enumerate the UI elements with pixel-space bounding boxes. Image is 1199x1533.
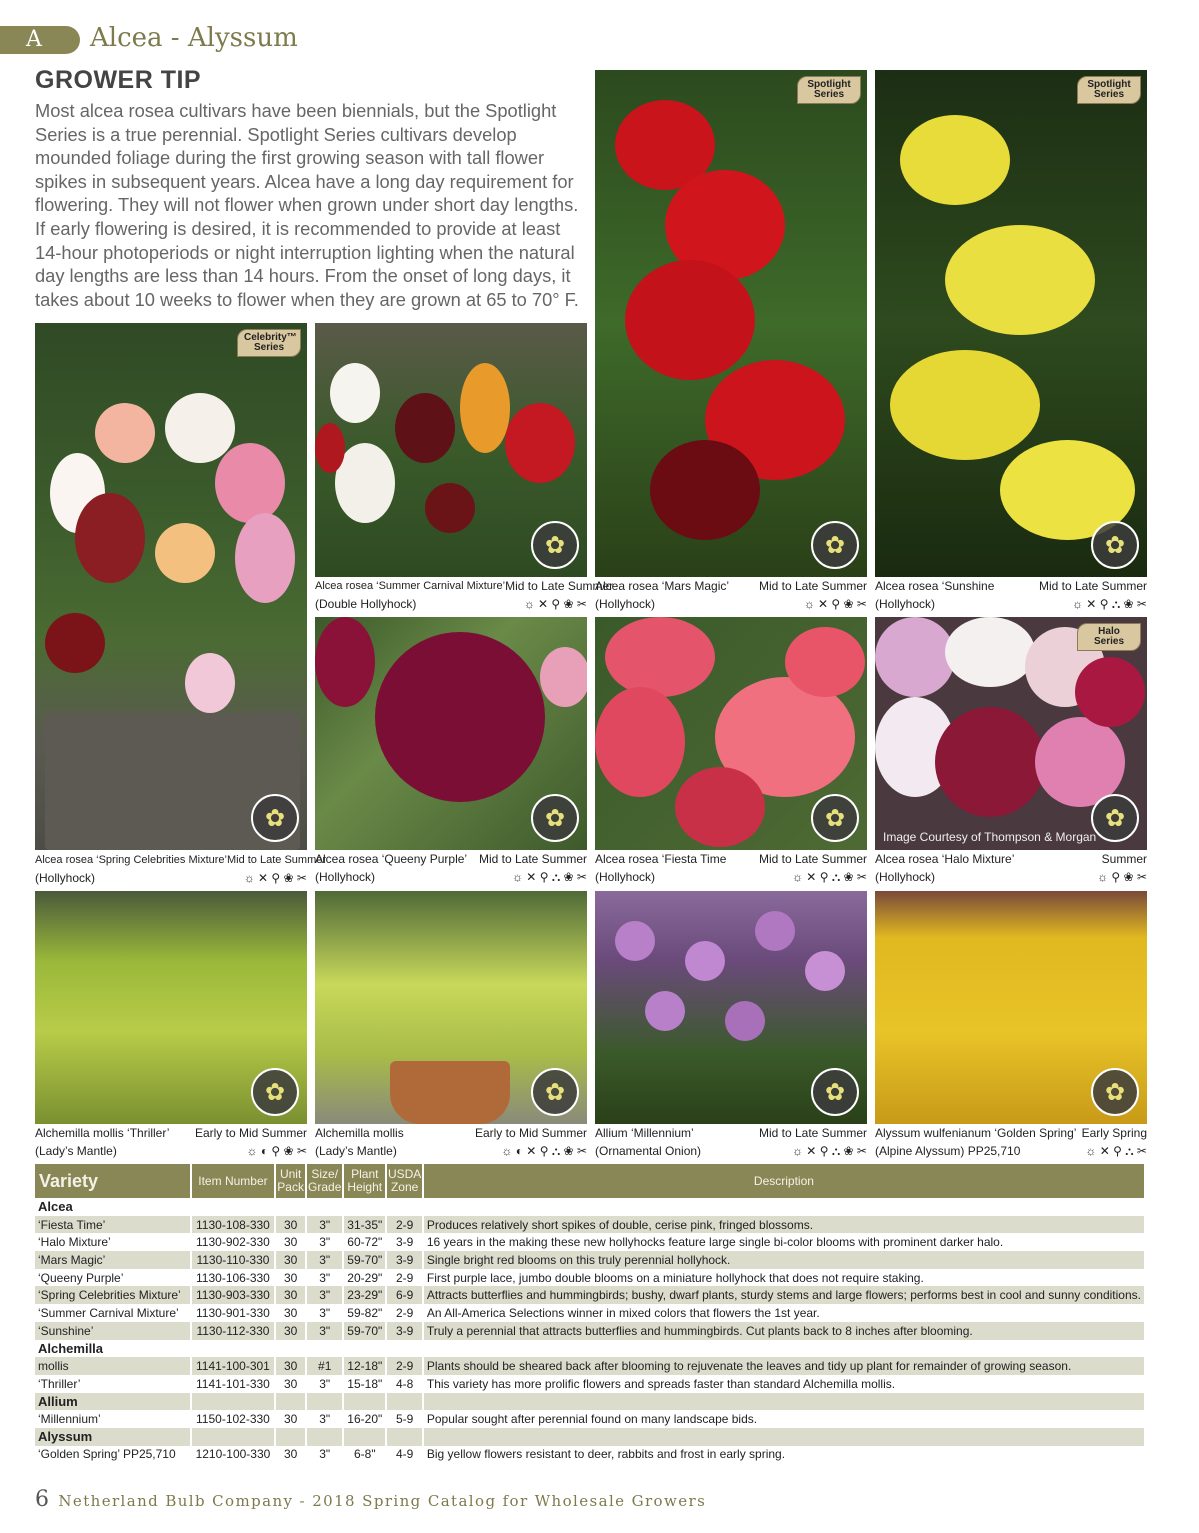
unit-pack-cell: 30 (275, 1216, 306, 1234)
bloom-time: Early Spring (1081, 1126, 1147, 1140)
table-group-row (35, 1428, 1145, 1446)
variety-cell: ‘Spring Celebrities Mixture’ (35, 1286, 191, 1304)
plant-common-name: (Lady’s Mantle) (315, 1144, 397, 1158)
plant-photo (595, 70, 867, 577)
pollinator-bee-icon: ✿ (251, 794, 299, 842)
culture-icons: ☼ ✕ ⚲ ⛬ ❀ ✂ (791, 870, 867, 884)
plant-height-cell: 59-82" (343, 1304, 386, 1322)
empty-cell (275, 1198, 306, 1216)
culture-icons: ☼ ✕ ⚲ ❀ ✂ (803, 597, 867, 611)
variety-cell: ‘Halo Mixture’ (35, 1233, 191, 1251)
item-number-cell: 1130-903-330 (191, 1286, 275, 1304)
table-row (35, 1233, 1145, 1251)
bloom-time: Mid to Late Summer (758, 579, 867, 593)
size-grade-cell: 3" (306, 1269, 343, 1287)
empty-cell (343, 1393, 386, 1411)
usda-zone-cell: 5-9 (386, 1410, 422, 1428)
plant-photo (315, 323, 587, 577)
pollinator-bee-icon: ✿ (811, 521, 859, 569)
plant-common-name: (Hollyhock) (315, 870, 376, 884)
table-row (35, 1304, 1145, 1322)
bloom-time: Mid to Late Summer (505, 579, 614, 593)
plant-name: Alchemilla mollis ‘Thriller’ (35, 1126, 170, 1140)
usda-zone-cell: 3-9 (386, 1233, 422, 1251)
description-cell: 16 years in the making these new hollyhocks feature large single bi-color blooms with prominent darker halo. (423, 1233, 1145, 1251)
size-grade-cell: 3" (306, 1286, 343, 1304)
plant-height-cell: 31-35" (343, 1216, 386, 1234)
table-row (35, 1375, 1145, 1393)
plant-height-cell: 16-20" (343, 1410, 386, 1428)
plant-photo (875, 617, 1147, 850)
description-cell: Single bright red blooms on this truly perennial hollyhock. (423, 1251, 1145, 1269)
description-cell: Attracts butterflies and hummingbirds; bushy, dwarf plants, sturdy stems and large flowers; performs best in cool and sunny conditions. (423, 1286, 1145, 1304)
variety-cell: ‘Summer Carnival Mixture’ (35, 1304, 191, 1322)
plant-name: Alcea rosea ‘Halo Mixture’ (875, 852, 1015, 866)
section-title: Alcea - Alyssum (90, 23, 298, 53)
culture-icons: ☼ ✕ ⚲ ⛬ ❀ ✂ (511, 870, 587, 884)
series-badge: Spotlight Series (797, 76, 861, 104)
table-row (35, 1269, 1145, 1287)
grower-tip (35, 66, 591, 311)
empty-cell (275, 1393, 306, 1411)
table-group-row (35, 1340, 1145, 1358)
bloom-time: Summer (1101, 852, 1147, 866)
variety-cell: mollis (35, 1357, 191, 1375)
plant-common-name: (Hollyhock) (35, 871, 96, 885)
group-name: Alcea (35, 1198, 191, 1216)
pollinator-bee-icon: ✿ (1091, 1068, 1139, 1116)
plant-name: Alcea rosea ‘Sunshine (875, 579, 995, 593)
size-grade-cell: 3" (306, 1233, 343, 1251)
plant-common-name: (Hollyhock) (595, 597, 656, 611)
pollinator-bee-icon: ✿ (1091, 521, 1139, 569)
plant-common-name: (Hollyhock) (875, 597, 936, 611)
plant-photo (595, 617, 867, 850)
grower-tip-heading: GROWER TIP (35, 66, 202, 94)
item-number-cell: 1130-901-330 (191, 1304, 275, 1322)
empty-cell (306, 1340, 343, 1358)
plant-name: Alcea rosea ‘Fiesta Time (595, 852, 727, 866)
plant-height-cell: 59-70" (343, 1251, 386, 1269)
plant-height-cell: 12-18" (343, 1357, 386, 1375)
catalog-name: 2018 Spring Catalog for Wholesale Growers (312, 1492, 707, 1510)
table-row (35, 1286, 1145, 1304)
size-grade-cell: 3" (306, 1410, 343, 1428)
plant-caption (315, 1125, 587, 1161)
col-item-number: Item Number (191, 1164, 275, 1198)
empty-cell (386, 1428, 422, 1446)
empty-cell (423, 1198, 1145, 1216)
plant-caption (315, 578, 614, 614)
plant-photo (595, 891, 867, 1124)
item-number-cell: 1130-112-330 (191, 1322, 275, 1340)
item-number-cell: 1150-102-330 (191, 1410, 275, 1428)
plant-name: Alcea rosea ‘Queeny Purple’ (315, 852, 468, 866)
table-row (35, 1446, 1145, 1464)
empty-cell (423, 1340, 1145, 1358)
empty-cell (191, 1393, 275, 1411)
size-grade-cell: 3" (306, 1251, 343, 1269)
image-credit: Image Courtesy of Thompson & Morgan (883, 830, 1097, 844)
usda-zone-cell: 3-9 (386, 1251, 422, 1269)
unit-pack-cell: 30 (275, 1357, 306, 1375)
item-number-cell: 1210-100-330 (191, 1446, 275, 1464)
group-name: Alyssum (35, 1428, 191, 1446)
unit-pack-cell: 30 (275, 1269, 306, 1287)
bloom-time: Early to Mid Summer (194, 1126, 307, 1140)
plant-name: Alyssum wulfenianum ‘Golden Spring’ (875, 1126, 1077, 1140)
empty-cell (306, 1393, 343, 1411)
col-usda-zone: USDA Zone (386, 1164, 422, 1198)
plant-height-cell: 15-18" (343, 1375, 386, 1393)
table-row (35, 1216, 1145, 1234)
empty-cell (306, 1428, 343, 1446)
item-number-cell: 1130-106-330 (191, 1269, 275, 1287)
item-number-cell: 1141-100-301 (191, 1357, 275, 1375)
series-badge: Halo Series (1077, 623, 1141, 651)
plant-caption (875, 1125, 1147, 1161)
empty-cell (343, 1428, 386, 1446)
empty-cell (386, 1340, 422, 1358)
description-cell: Popular sought after perennial found on many landscape bids. (423, 1410, 1145, 1428)
culture-icons: ☼ ◐ ✕ ⚲ ⛬ ❀ ✂ (501, 1144, 587, 1158)
unit-pack-cell: 30 (275, 1322, 306, 1340)
culture-icons: ☼ ✕ ⚲ ❀ ✂ (243, 871, 307, 885)
page-number: 6 (35, 1487, 51, 1512)
section-letter-tab: A (0, 26, 80, 54)
pollinator-bee-icon: ✿ (531, 794, 579, 842)
plant-photo (35, 323, 307, 850)
unit-pack-cell: 30 (275, 1446, 306, 1464)
size-grade-cell: 3" (306, 1216, 343, 1234)
col-unit-pack: Unit Pack (275, 1164, 306, 1198)
description-cell: An All-America Selections winner in mixed colors that flowers the 1st year. (423, 1304, 1145, 1322)
variety-cell: ‘Millennium’ (35, 1410, 191, 1428)
empty-cell (191, 1340, 275, 1358)
plant-name: Alcea rosea ‘Spring Celebrities Mixture’ (35, 854, 227, 866)
item-number-cell: 1130-108-330 (191, 1216, 275, 1234)
pollinator-bee-icon: ✿ (811, 1068, 859, 1116)
description-cell: Truly a perennial that attracts butterflies and hummingbirds. Cut plants back to 8 inches after blooming. (423, 1322, 1145, 1340)
empty-cell (343, 1198, 386, 1216)
plant-name: Alchemilla mollis (315, 1126, 404, 1140)
plant-photo (315, 891, 587, 1124)
item-number-cell: 1141-101-330 (191, 1375, 275, 1393)
plant-photo (35, 891, 307, 1124)
culture-icons: ☼ ◐ ⚲ ❀ ✂ (246, 1144, 307, 1158)
table-header-row (35, 1164, 1145, 1198)
plant-common-name: (Hollyhock) (875, 870, 936, 884)
plant-common-name: (Ornamental Onion) (595, 1144, 702, 1158)
usda-zone-cell: 2-9 (386, 1269, 422, 1287)
pollinator-bee-icon: ✿ (531, 1068, 579, 1116)
size-grade-cell: 3" (306, 1375, 343, 1393)
pollinator-bee-icon: ✿ (251, 1068, 299, 1116)
plant-caption (595, 851, 867, 887)
unit-pack-cell: 30 (275, 1375, 306, 1393)
company-name: Netherland Bulb Company (58, 1492, 294, 1510)
grower-tip-text: Most alcea rosea cultivars have been biennials, but the Spotlight Series is a true perennial. Spotlight Series cultivars develop mounded foliage during the first growing season with tall flower spikes in subsequent years. Alcea have a long day requirement for flowering. They will not flower when grown under short day lengths. If early flowering is desired, it is recommended to provide at least 14-hour photoperiods or night interruption lighting when the natural day lengths are less than 14 hours. From the onset of long days, it takes about 10 weeks to flower when they are grown at 65 to 70° F. (35, 100, 579, 310)
plant-photo (875, 891, 1147, 1124)
usda-zone-cell: 4-8 (386, 1375, 422, 1393)
unit-pack-cell: 30 (275, 1251, 306, 1269)
col-description: Description (423, 1164, 1145, 1198)
empty-cell (306, 1198, 343, 1216)
group-name: Alchemilla (35, 1340, 191, 1358)
empty-cell (386, 1198, 422, 1216)
bloom-time: Mid to Late Summer (1038, 579, 1147, 593)
usda-zone-cell: 2-9 (386, 1216, 422, 1234)
empty-cell (275, 1428, 306, 1446)
unit-pack-cell: 30 (275, 1286, 306, 1304)
description-cell: This variety has more prolific flowers and spreads faster than standard Alchemilla mollis. (423, 1375, 1145, 1393)
plant-name: Alcea rosea ‘Mars Magic’ (595, 579, 730, 593)
table-row (35, 1251, 1145, 1269)
variety-table (35, 1164, 1146, 1463)
size-grade-cell: 3" (306, 1446, 343, 1464)
culture-icons: ☼ ⚲ ❀ ✂ (1097, 870, 1147, 884)
table-row (35, 1322, 1145, 1340)
bloom-time: Mid to Late Summer (758, 852, 867, 866)
variety-cell: ‘Queeny Purple’ (35, 1269, 191, 1287)
group-name: Allium (35, 1393, 191, 1411)
unit-pack-cell: 30 (275, 1233, 306, 1251)
plant-height-cell: 60-72" (343, 1233, 386, 1251)
table-row (35, 1410, 1145, 1428)
size-grade-cell: #1 (306, 1357, 343, 1375)
empty-cell (423, 1428, 1145, 1446)
series-badge: Spotlight Series (1077, 76, 1141, 104)
plant-name: Alcea rosea ‘Summer Carnival Mixture’ (315, 580, 506, 592)
pollinator-bee-icon: ✿ (811, 794, 859, 842)
empty-cell (386, 1393, 422, 1411)
pollinator-bee-icon: ✿ (1091, 794, 1139, 842)
empty-cell (275, 1340, 306, 1358)
plant-caption (595, 1125, 867, 1161)
item-number-cell: 1130-902-330 (191, 1233, 275, 1251)
pollinator-bee-icon: ✿ (531, 521, 579, 569)
item-number-cell: 1130-110-330 (191, 1251, 275, 1269)
bloom-time: Mid to Late Summer (226, 854, 327, 866)
variety-cell: ‘Sunshine’ (35, 1322, 191, 1340)
plant-photo (875, 70, 1147, 577)
usda-zone-cell: 2-9 (386, 1357, 422, 1375)
variety-cell: ‘Fiesta Time’ (35, 1216, 191, 1234)
usda-zone-cell: 6-9 (386, 1286, 422, 1304)
plant-height-cell: 59-70" (343, 1322, 386, 1340)
plant-common-name: (Alpine Alyssum) PP25,710 (875, 1144, 1021, 1158)
plant-height-cell: 20-29" (343, 1269, 386, 1287)
usda-zone-cell: 2-9 (386, 1304, 422, 1322)
empty-cell (191, 1198, 275, 1216)
col-size-grade: Size/ Grade (306, 1164, 343, 1198)
bloom-time: Mid to Late Summer (478, 852, 587, 866)
culture-icons: ☼ ✕ ⚲ ❀ ✂ (523, 597, 587, 611)
footer-separator: - (293, 1492, 313, 1510)
plant-caption (595, 578, 867, 614)
col-plant-height: Plant Height (343, 1164, 386, 1198)
unit-pack-cell: 30 (275, 1410, 306, 1428)
variety-cell: ‘Thriller’ (35, 1375, 191, 1393)
size-grade-cell: 3" (306, 1304, 343, 1322)
plant-caption (875, 851, 1147, 887)
variety-cell: ‘Golden Spring’ PP25,710 (35, 1446, 191, 1464)
usda-zone-cell: 4-9 (386, 1446, 422, 1464)
variety-cell: ‘Mars Magic’ (35, 1251, 191, 1269)
bloom-time: Mid to Late Summer (758, 1126, 867, 1140)
culture-icons: ☼ ✕ ⚲ ⛬ ❀ ✂ (791, 1144, 867, 1158)
plant-name: Allium ‘Millennium’ (595, 1126, 694, 1140)
usda-zone-cell: 3-9 (386, 1322, 422, 1340)
page-footer (35, 1487, 706, 1512)
series-badge: Celebrity™ Series (237, 329, 301, 357)
description-cell: Plants should be sheared back after blooming to rejuvenate the leaves and tidy up plant for remainder of growing season. (423, 1357, 1145, 1375)
empty-cell (191, 1428, 275, 1446)
plant-photo (315, 617, 587, 850)
empty-cell (343, 1340, 386, 1358)
description-cell: First purple lace, jumbo double blooms on a miniature hollyhock that does not require staking. (423, 1269, 1145, 1287)
col-variety: Variety (35, 1164, 191, 1198)
unit-pack-cell: 30 (275, 1304, 306, 1322)
size-grade-cell: 3" (306, 1322, 343, 1340)
plant-caption (315, 851, 587, 887)
table-group-row (35, 1198, 1145, 1216)
description-cell: Big yellow flowers resistant to deer, rabbits and frost in early spring. (423, 1446, 1145, 1464)
plant-common-name: (Double Hollyhock) (315, 597, 417, 611)
culture-icons: ☼ ✕ ⚲ ⛬ ❀ ✂ (1071, 597, 1147, 611)
empty-cell (423, 1393, 1145, 1411)
culture-icons: ☼ ✕ ⚲ ⛬ ✂ (1085, 1144, 1147, 1158)
page-header (0, 23, 600, 56)
table-body (35, 1198, 1145, 1463)
bloom-time: Early to Mid Summer (474, 1126, 587, 1140)
plant-common-name: (Lady’s Mantle) (35, 1144, 117, 1158)
plant-height-cell: 23-29" (343, 1286, 386, 1304)
description-cell: Produces relatively short spikes of double, cerise pink, fringed blossoms. (423, 1216, 1145, 1234)
plant-caption (35, 1125, 307, 1161)
plant-caption (875, 578, 1147, 614)
table-group-row (35, 1393, 1145, 1411)
plant-caption (35, 852, 327, 888)
plant-height-cell: 6-8" (343, 1446, 386, 1464)
table-row (35, 1357, 1145, 1375)
plant-common-name: (Hollyhock) (595, 870, 656, 884)
